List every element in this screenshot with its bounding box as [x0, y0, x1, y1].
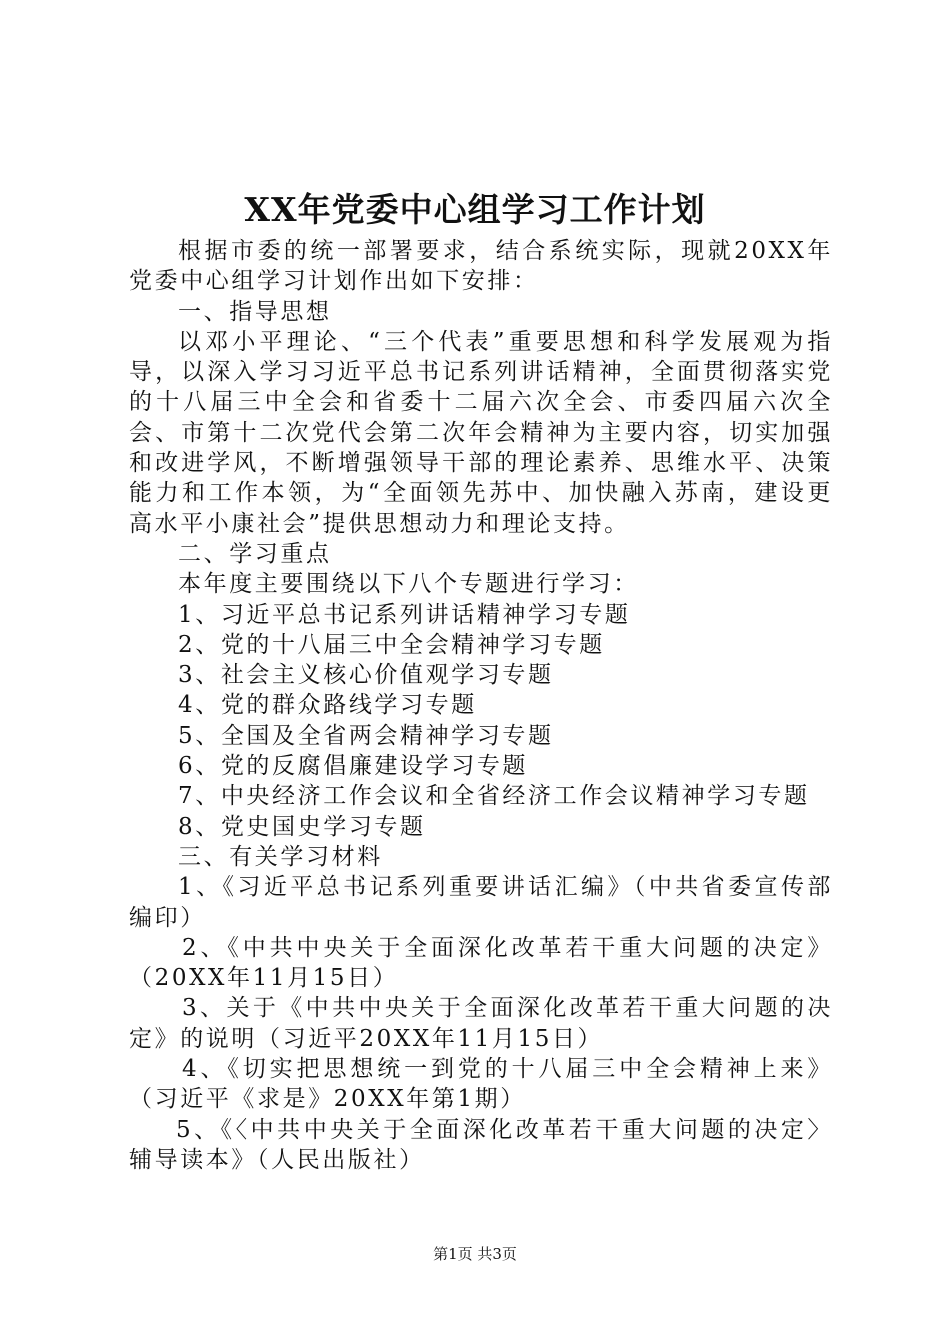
intro-paragraph: 根据市委的统一部署要求，结合系统实际，现就20XX年党委中心组学习计划作出如下安排： [129, 238, 833, 295]
material-item: 3、关于《中共中央关于全面深化改革若干重大问题的决定》的说明（习近平20XX年11月15日） [129, 995, 833, 1052]
topic-item: 8、党史国史学习专题 [178, 813, 426, 840]
topic-item: 2、党的十八届三中全会精神学习专题 [178, 631, 605, 658]
study-focus-intro: 本年度主要围绕以下八个专题进行学习： [178, 571, 639, 598]
topic-item: 6、党的反腐倡廉建设学习专题 [178, 753, 529, 780]
material-item: 4、《切实把思想统一到党的十八届三中全会精神上来》（习近平《求是》20XX年第1期） [129, 1056, 833, 1113]
topic-item: 1、习近平总书记系列讲话精神学习专题 [178, 601, 631, 628]
topic-item: 3、社会主义核心价值观学习专题 [178, 662, 554, 689]
material-item: 1、《习近平总书记系列重要讲话汇编》（中共省委宣传部编印） [129, 874, 833, 931]
page-footer: 第1页 共3页 [433, 1245, 517, 1263]
material-item: 5、《〈中共中央关于全面深化改革若干重大问题的决定〉辅导读本》（人民出版社） [129, 1116, 833, 1173]
topic-item: 5、全国及全省两会精神学习专题 [178, 722, 554, 749]
guiding-thought-paragraph: 以邓小平理论、“三个代表”重要思想和科学发展观为指导，以深入学习习近平总书记系列讲话精神，全面贯彻落实党的十八届三中全会和省委十二届六次全会、市委四届六次全会、市第十二次党代会第二次年会精神为主要内容，切实加强和改进学风，不断增强领导干部的理论素养、思维水平、决策能力和工作本领，为“全面领先苏中、加快融入苏南，建设更高水平小康社会”提供思想动力和理论支持。 [129, 328, 833, 537]
section-heading-study-focus: 二、学习重点 [178, 540, 332, 567]
document-body [129, 236, 833, 1175]
topic-item: 7、中央经济工作会议和全省经济工作会议精神学习专题 [178, 783, 810, 810]
material-item: 2、《中共中央关于全面深化改革若干重大问题的决定》（20XX年11月15日） [129, 934, 833, 992]
document-title: XX年党委中心组学习工作计划 [244, 190, 706, 229]
section-heading-guiding-thought: 一、指导思想 [178, 298, 332, 325]
topic-item: 4、党的群众路线学习专题 [178, 692, 477, 719]
section-heading-materials: 三、有关学习材料 [178, 843, 383, 870]
